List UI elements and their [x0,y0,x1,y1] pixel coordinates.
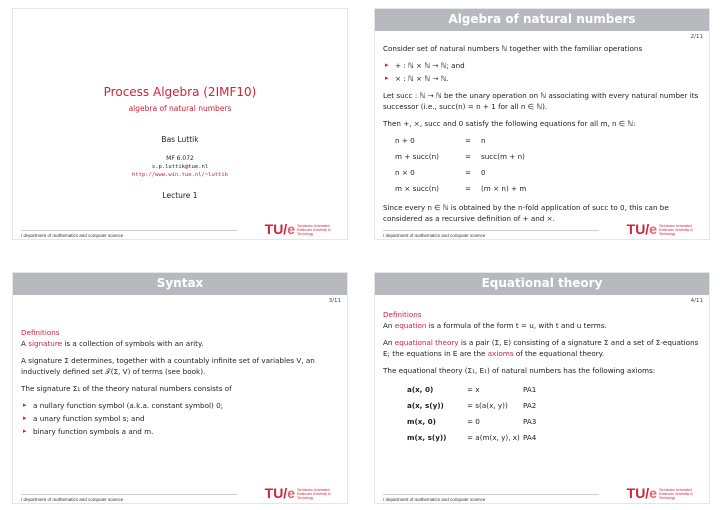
list-item: ▸ a nullary function symbol (a.k.a. constant symbol) 0; [33,400,337,411]
succ-text: Let succ : ℕ → ℕ be the unary operation on ℕ associating with every natural number its successor (i.e., succ(n) = n + 1 for all n ∈ ℕ). [383,91,699,111]
logo-e: e [649,221,657,237]
list-item: ▸ binary function symbols a and m. [33,426,337,437]
slide-heading: Algebra of natural numbers [448,12,636,26]
operations-list [383,60,699,84]
list-item: ▸ + : ℕ × ℕ → ℕ; and [395,60,699,71]
axiom-rhs: = 0 [467,417,480,426]
theory-post: of the equational theory. [513,349,605,358]
equation-term: equation [394,321,427,330]
equation-rhs: 0 [481,168,486,177]
logo-e: e [287,485,295,501]
list-item: ▸ × : ℕ × ℕ → ℕ. [395,73,699,84]
slide-footer [375,217,709,239]
definitions-heading: Definitions [21,328,60,337]
sig-post: is a collection of symbols with an arity. [62,339,204,348]
equation-rhs: succ(m + n) [481,152,525,161]
axiom-rhs: = x [467,385,480,394]
definitions-heading: Definitions [383,310,422,319]
axiom-lhs: m(x, s(y)) [407,433,447,442]
equation-sign: = [465,152,472,161]
axiom-rhs: = s(a(x, y)) [467,401,508,410]
equation-sign: = [465,168,472,177]
equation-rhs: (m × n) + m [481,184,527,193]
axiom-rhs: = a(m(x, y), x) [467,433,520,442]
axioms-block [407,384,699,443]
determines-text: A signature Σ determines, together with a countably infinite set of variables V, an inductively defined set 𝒯(Σ, V) of terms (see book). [21,356,315,376]
tue-logo [627,221,657,237]
slide-header [375,9,709,31]
equation-lhs: n × 0 [395,168,415,177]
page-number: 2/11 [690,34,703,40]
tue-logo [265,221,295,237]
slide-algebra [374,8,710,240]
author: Bas Luttik [161,135,199,144]
logo-main: TU/ [626,221,650,237]
axiom-lhs: a(x, s(y)) [407,401,444,410]
slide-footer [375,481,709,503]
slide-header [13,273,347,295]
theory-term: equational theory [394,338,459,347]
footer-rule [21,494,237,495]
then-text: Then +, ×, succ and 0 satisfy the following equations for all m, n ∈ ℕ: [383,119,636,128]
homepage-link[interactable]: http://www.win.tue.nl/~luttik [131,172,229,178]
axiom-label: PA2 [523,401,537,410]
slide-body [21,327,337,443]
equation-sign: = [465,136,472,145]
logo-main: TU/ [264,221,288,237]
course-subtitle: algebra of natural numbers [128,104,232,113]
equation-lhs: n + 0 [395,136,415,145]
eq-pre: An [383,321,395,330]
footer-dept: / department of mathematics and computer science [383,497,486,502]
symbols-list [21,400,337,437]
slide-title [12,8,348,240]
university-name: Technische Universiteit Eindhoven University of Technology [659,488,693,500]
footer-rule [383,230,599,231]
slide-body [383,43,699,230]
footer-rule [383,494,599,495]
tue-logo [265,485,295,501]
axioms-term: axioms [487,349,514,358]
axiom-lhs: a(x, 0) [407,385,434,394]
intro-text: Consider set of natural numbers ℕ together with the familiar operations [383,44,643,53]
theory-pre: An [383,338,395,347]
axiom-label: PA3 [523,417,537,426]
equation-definition [383,320,699,331]
slide-footer [13,217,347,239]
logo-e: e [287,221,295,237]
slide-heading: Equational theory [481,276,603,290]
room: MF 6.072 [166,155,194,162]
equation-block [395,135,699,194]
natural-theory-text: The equational theory (Σ₁, E₁) of natural numbers has the following axioms: [383,366,656,375]
footer-dept: / department of mathematics and computer science [21,497,124,502]
signature-definition [21,338,337,349]
university-name: Technische Universiteit Eindhoven University of Technology [297,488,331,500]
page-number: 4/11 [690,298,703,304]
footer-rule [21,230,237,231]
equation-sign: = [465,184,472,193]
logo-e: e [649,485,657,501]
axiom-label: PA4 [523,433,537,442]
slide-body [383,309,699,443]
eq-post: is a formula of the form t = u, with t and u terms. [426,321,607,330]
footer-dept: / department of mathematics and computer science [21,233,124,238]
axiom-lhs: m(x, 0) [407,417,436,426]
equation-lhs: m + succ(n) [395,152,439,161]
closing-text: Since every n ∈ ℕ is obtained by the n-fold application of succ to 0, this can be considered as a recursive definition of + and ×. [383,203,669,223]
footer-dept: / department of mathematics and computer science [383,233,486,238]
logo-main: TU/ [264,485,288,501]
theory-definition [383,337,699,359]
list-item: ▸ a unary function symbol s; and [33,413,337,424]
slide-equational-theory [374,272,710,504]
lecture-label: Lecture 1 [162,191,198,200]
email: s.p.luttik@tue.nl [151,164,209,170]
slide-heading: Syntax [156,276,204,290]
tue-logo [627,485,657,501]
slide-footer [13,481,347,503]
logo-main: TU/ [626,485,650,501]
axiom-label: PA1 [523,385,537,394]
equation-rhs: n [481,136,486,145]
page-number: 3/11 [328,298,341,304]
course-title: Process Algebra (2IMF10) [103,85,257,99]
university-name: Technische Universiteit Eindhoven University of Technology [659,224,693,236]
theory-mid: is a pair (Σ, E) consisting of a signature Σ and a set of Σ-equations E; the equations in E are the [383,338,699,358]
slide-syntax [12,272,348,504]
university-name: Technische Universiteit Eindhoven University of Technology [297,224,331,236]
signature-term: signature [28,339,63,348]
slide-header [375,273,709,295]
sig-pre: A [21,339,29,348]
equation-lhs: m × succ(n) [395,184,439,193]
signature-intro: The signature Σ₁ of the theory natural numbers consists of [21,384,232,393]
